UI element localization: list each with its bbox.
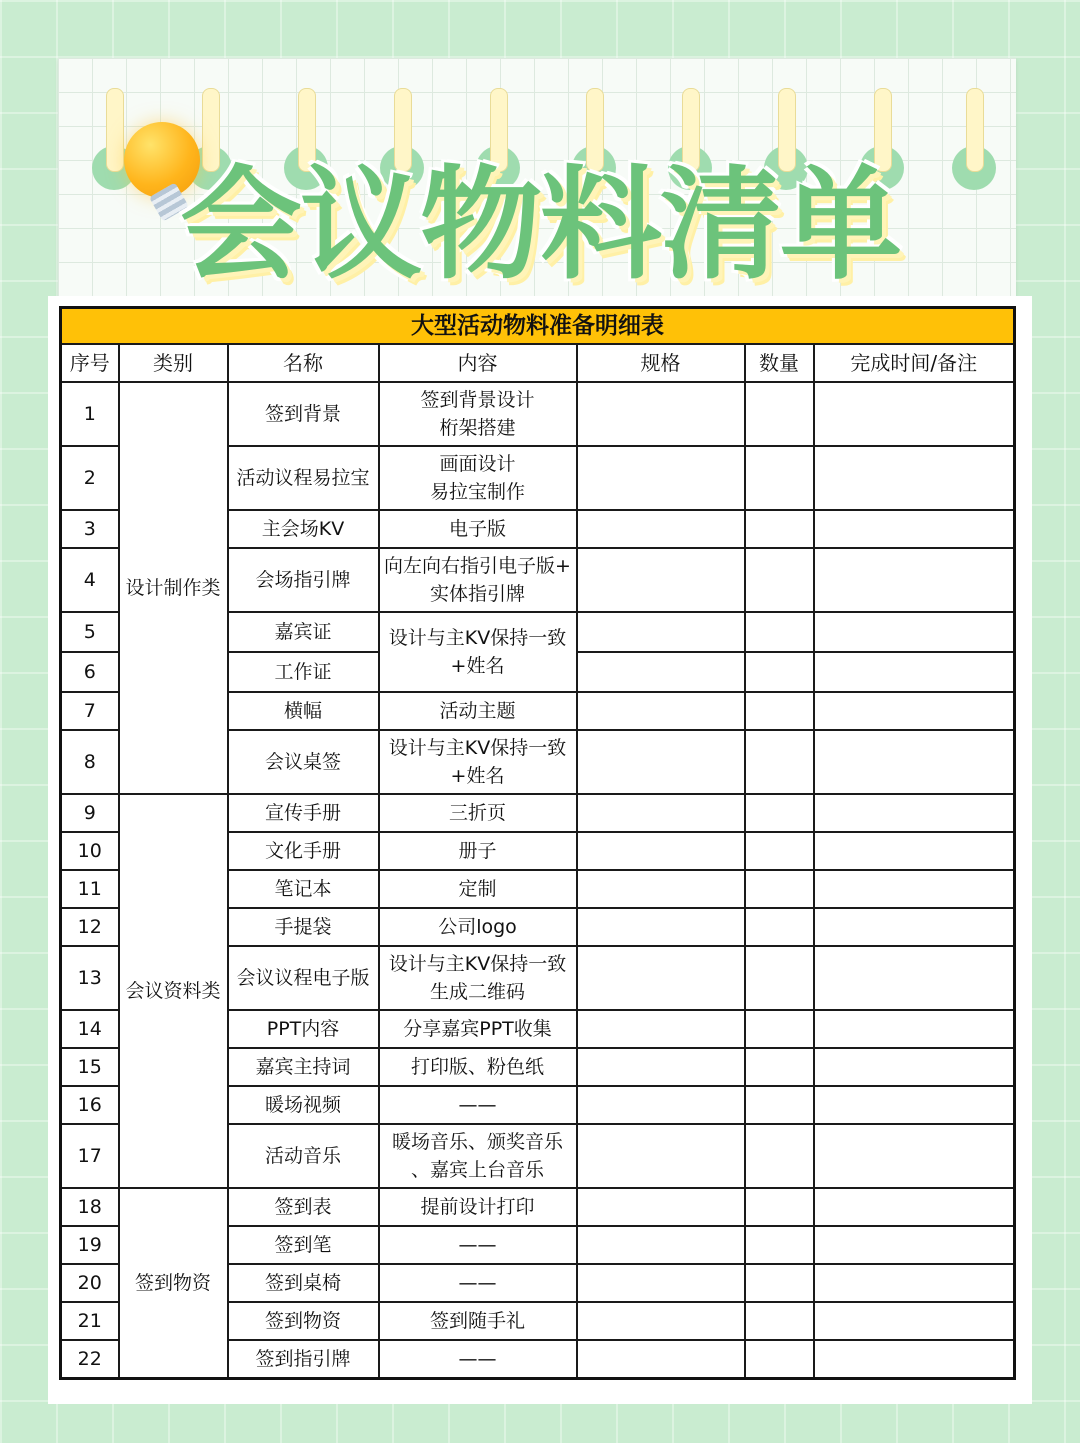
note-cell bbox=[814, 832, 1015, 870]
row-number: 8 bbox=[61, 730, 119, 794]
spec-cell bbox=[577, 510, 745, 548]
note-cell bbox=[814, 548, 1015, 612]
materials-table bbox=[59, 306, 1016, 1380]
row-number: 6 bbox=[61, 652, 119, 692]
note-cell bbox=[814, 382, 1015, 446]
table-caption: 大型活动物料准备明细表 bbox=[61, 308, 1015, 345]
row-number: 1 bbox=[61, 382, 119, 446]
spec-cell bbox=[577, 794, 745, 832]
row-number: 16 bbox=[61, 1086, 119, 1124]
item-name: 笔记本 bbox=[228, 870, 379, 908]
qty-cell bbox=[745, 1010, 814, 1048]
note-cell bbox=[814, 1188, 1015, 1226]
item-name: 活动音乐 bbox=[228, 1124, 379, 1188]
spec-cell bbox=[577, 946, 745, 1010]
note-cell bbox=[814, 612, 1015, 652]
qty-cell bbox=[745, 1302, 814, 1340]
spec-cell bbox=[577, 446, 745, 510]
row-number: 11 bbox=[61, 870, 119, 908]
row-number: 7 bbox=[61, 692, 119, 730]
spec-cell bbox=[577, 1010, 745, 1048]
item-name: 文化手册 bbox=[228, 832, 379, 870]
item-content: 打印版、粉色纸 bbox=[379, 1048, 577, 1086]
spec-cell bbox=[577, 1340, 745, 1378]
category-cell: 会议资料类 bbox=[119, 794, 228, 1188]
item-content: 提前设计打印 bbox=[379, 1188, 577, 1226]
spec-cell bbox=[577, 612, 745, 652]
spec-cell bbox=[577, 382, 745, 446]
item-name: 签到指引牌 bbox=[228, 1340, 379, 1378]
row-number: 13 bbox=[61, 946, 119, 1010]
row-number: 21 bbox=[61, 1302, 119, 1340]
table-row bbox=[61, 382, 1015, 446]
note-cell bbox=[814, 1010, 1015, 1048]
header-cell: 类别 bbox=[119, 344, 228, 382]
row-number: 5 bbox=[61, 612, 119, 652]
spec-cell bbox=[577, 1048, 745, 1086]
qty-cell bbox=[745, 794, 814, 832]
row-number: 14 bbox=[61, 1010, 119, 1048]
header-cell: 内容 bbox=[379, 344, 577, 382]
qty-cell bbox=[745, 946, 814, 1010]
qty-cell bbox=[745, 382, 814, 446]
spec-cell bbox=[577, 1302, 745, 1340]
spec-cell bbox=[577, 1124, 745, 1188]
spec-cell bbox=[577, 1226, 745, 1264]
row-number: 9 bbox=[61, 794, 119, 832]
spec-cell bbox=[577, 548, 745, 612]
row-number: 22 bbox=[61, 1340, 119, 1378]
item-name: 活动议程易拉宝 bbox=[228, 446, 379, 510]
row-number: 17 bbox=[61, 1124, 119, 1188]
item-content: —— bbox=[379, 1086, 577, 1124]
item-content: 电子版 bbox=[379, 510, 577, 548]
table-row bbox=[61, 794, 1015, 832]
qty-cell bbox=[745, 612, 814, 652]
note-cell bbox=[814, 446, 1015, 510]
item-name: 会场指引牌 bbox=[228, 548, 379, 612]
item-content: —— bbox=[379, 1264, 577, 1302]
header-cell: 序号 bbox=[61, 344, 119, 382]
item-content: 三折页 bbox=[379, 794, 577, 832]
qty-cell bbox=[745, 510, 814, 548]
row-number: 12 bbox=[61, 908, 119, 946]
item-content: —— bbox=[379, 1226, 577, 1264]
qty-cell bbox=[745, 1048, 814, 1086]
item-name: 签到背景 bbox=[228, 382, 379, 446]
item-name: 签到笔 bbox=[228, 1226, 379, 1264]
spec-cell bbox=[577, 870, 745, 908]
spec-cell bbox=[577, 1264, 745, 1302]
item-name: 签到物资 bbox=[228, 1302, 379, 1340]
table-row bbox=[61, 1188, 1015, 1226]
item-content: 签到随手礼 bbox=[379, 1302, 577, 1340]
spec-cell bbox=[577, 692, 745, 730]
row-number: 3 bbox=[61, 510, 119, 548]
header-cell: 名称 bbox=[228, 344, 379, 382]
row-number: 18 bbox=[61, 1188, 119, 1226]
item-content: 签到背景设计 桁架搭建 bbox=[379, 382, 577, 446]
spec-cell bbox=[577, 1188, 745, 1226]
item-name: PPT内容 bbox=[228, 1010, 379, 1048]
note-cell bbox=[814, 730, 1015, 794]
qty-cell bbox=[745, 692, 814, 730]
note-cell bbox=[814, 946, 1015, 1010]
qty-cell bbox=[745, 446, 814, 510]
category-cell: 签到物资 bbox=[119, 1188, 228, 1378]
spec-cell bbox=[577, 908, 745, 946]
item-content: 册子 bbox=[379, 832, 577, 870]
qty-cell bbox=[745, 1340, 814, 1378]
header-cell: 完成时间/备注 bbox=[814, 344, 1015, 382]
binder-ring-icon bbox=[962, 88, 986, 188]
qty-cell bbox=[745, 548, 814, 612]
item-name: 签到桌椅 bbox=[228, 1264, 379, 1302]
item-name: 嘉宾证 bbox=[228, 612, 379, 652]
note-cell bbox=[814, 652, 1015, 692]
item-content: 分享嘉宾PPT收集 bbox=[379, 1010, 577, 1048]
category-cell: 设计制作类 bbox=[119, 382, 228, 794]
qty-cell bbox=[745, 652, 814, 692]
qty-cell bbox=[745, 832, 814, 870]
item-content: 向左向右指引电子版+ 实体指引牌 bbox=[379, 548, 577, 612]
row-number: 20 bbox=[61, 1264, 119, 1302]
qty-cell bbox=[745, 1086, 814, 1124]
item-content: 设计与主KV保持一致 生成二维码 bbox=[379, 946, 577, 1010]
item-content: 活动主题 bbox=[379, 692, 577, 730]
item-name: 主会场KV bbox=[228, 510, 379, 548]
qty-cell bbox=[745, 908, 814, 946]
item-content: 设计与主KV保持一致 +姓名 bbox=[379, 730, 577, 794]
item-content: 设计与主KV保持一致 +姓名 bbox=[379, 612, 577, 692]
note-cell bbox=[814, 1086, 1015, 1124]
note-cell bbox=[814, 692, 1015, 730]
item-name: 横幅 bbox=[228, 692, 379, 730]
page-title: 会议物料清单 bbox=[180, 154, 900, 296]
item-name: 会议议程电子版 bbox=[228, 946, 379, 1010]
row-number: 19 bbox=[61, 1226, 119, 1264]
note-cell bbox=[814, 794, 1015, 832]
note-cell bbox=[814, 1048, 1015, 1086]
item-name: 暖场视频 bbox=[228, 1086, 379, 1124]
item-content: 暖场音乐、颁奖音乐 、嘉宾上台音乐 bbox=[379, 1124, 577, 1188]
item-name: 宣传手册 bbox=[228, 794, 379, 832]
note-cell bbox=[814, 1226, 1015, 1264]
qty-cell bbox=[745, 730, 814, 794]
qty-cell bbox=[745, 1264, 814, 1302]
spec-cell bbox=[577, 652, 745, 692]
spec-cell bbox=[577, 832, 745, 870]
item-name: 工作证 bbox=[228, 652, 379, 692]
note-cell bbox=[814, 1124, 1015, 1188]
item-name: 签到表 bbox=[228, 1188, 379, 1226]
item-content: 公司logo bbox=[379, 908, 577, 946]
qty-cell bbox=[745, 1226, 814, 1264]
item-name: 会议桌签 bbox=[228, 730, 379, 794]
item-name: 嘉宾主持词 bbox=[228, 1048, 379, 1086]
qty-cell bbox=[745, 870, 814, 908]
item-name: 手提袋 bbox=[228, 908, 379, 946]
spec-cell bbox=[577, 1086, 745, 1124]
note-cell bbox=[814, 870, 1015, 908]
row-number: 4 bbox=[61, 548, 119, 612]
spec-cell bbox=[577, 730, 745, 794]
item-content: —— bbox=[379, 1340, 577, 1378]
item-content: 定制 bbox=[379, 870, 577, 908]
row-number: 10 bbox=[61, 832, 119, 870]
qty-cell bbox=[745, 1124, 814, 1188]
note-cell bbox=[814, 1340, 1015, 1378]
note-cell bbox=[814, 1302, 1015, 1340]
note-cell bbox=[814, 908, 1015, 946]
note-cell bbox=[814, 510, 1015, 548]
header-cell: 数量 bbox=[745, 344, 814, 382]
row-number: 15 bbox=[61, 1048, 119, 1086]
qty-cell bbox=[745, 1188, 814, 1226]
row-number: 2 bbox=[61, 446, 119, 510]
item-content: 画面设计 易拉宝制作 bbox=[379, 446, 577, 510]
note-cell bbox=[814, 1264, 1015, 1302]
header-cell: 规格 bbox=[577, 344, 745, 382]
